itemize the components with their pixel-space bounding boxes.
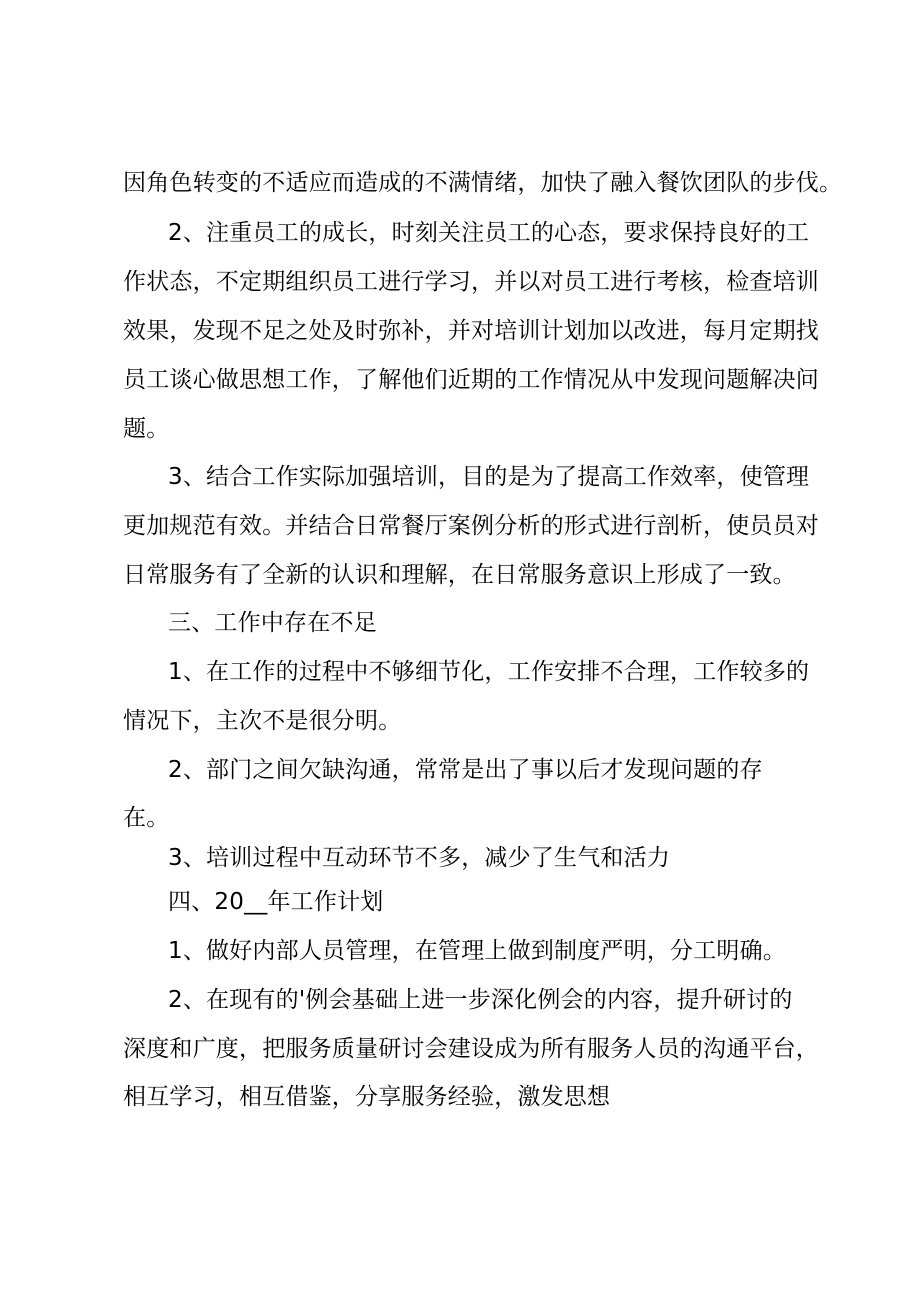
- paragraph-line: 2、部门之间欠缺沟通，常常是出了事以后才发现问题的存: [168, 757, 763, 783]
- paragraph-line: 相互学习，相互借鉴，分享服务经验，激发思想: [123, 1084, 611, 1110]
- paragraph-line: 题。: [123, 416, 170, 442]
- paragraph-line: 3、培训过程中互动环节不多，减少了生气和活力: [168, 845, 671, 871]
- paragraph-line: 作状态，不定期组织员工进行学习，并以对员工进行考核，检查培训: [123, 269, 819, 295]
- paragraph-line: 2、在现有的'例会基础上进一步深化例会的内容，提升研讨的: [168, 987, 793, 1013]
- paragraph-line: 更加规范有效。并结合日常餐厅案例分析的形式进行剖析，使员员对: [123, 513, 819, 539]
- paragraph-line: 日常服务有了全新的认识和理解，在日常服务意识上形成了一致。: [123, 562, 796, 588]
- paragraph-line: 员工谈心做思想工作，了解他们近期的工作情况从中发现问题解决问: [123, 367, 819, 393]
- paragraph-line: 情况下，主次不是很分明。: [123, 708, 402, 734]
- paragraph-line: 2、注重员工的成长，时刻关注员工的心态，要求保持良好的工: [168, 220, 810, 246]
- paragraph-line: 因角色转变的不适应而造成的不满情绪，加快了融入餐饮团队的步伐。: [123, 170, 843, 196]
- paragraph-line: 3、结合工作实际加强培训，目的是为了提高工作效率，使管理: [168, 464, 810, 490]
- section-heading: 四、20__年工作计划: [168, 889, 384, 915]
- section-heading: 三、工作中存在不足: [168, 610, 377, 636]
- paragraph-line: 效果，发现不足之处及时弥补，并对培训计划加以改进，每月定期找: [123, 318, 819, 344]
- paragraph-line: 在。: [123, 805, 170, 831]
- paragraph-line: 1、做好内部人员管理，在管理上做到制度严明，分工明确。: [168, 938, 787, 964]
- paragraph-line: 1、在工作的过程中不够细节化，工作安排不合理，工作较多的: [168, 659, 810, 685]
- paragraph-line: 深度和广度，把服务质量研讨会建设成为所有服务人员的沟通平台，: [123, 1036, 819, 1062]
